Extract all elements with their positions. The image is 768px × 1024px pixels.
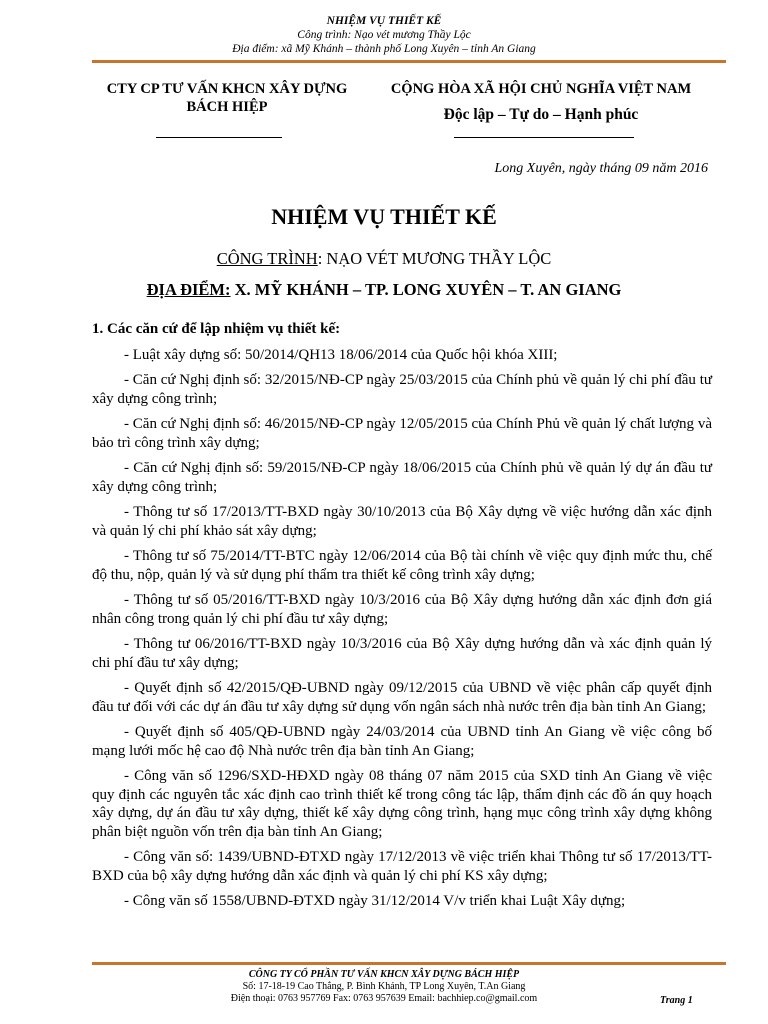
list-item: - Thông tư số 05/2016/TT-BXD ngày 10/3/2016 của Bộ Xây dựng hướng dẫn xác định đơn giá nhân công trong quản lý chi phí đầu tư xây dựng; xyxy=(92,592,712,627)
location-line xyxy=(0,280,768,300)
running-header xyxy=(0,14,768,56)
document-title: NHIỆM VỤ THIẾT KẾ xyxy=(271,204,497,229)
national-motto: Độc lập – Tự do – Hạnh phúc xyxy=(443,106,639,123)
header-rule xyxy=(92,60,726,63)
footer-address: Số: 17-18-19 Cao Thắng, P. Bình Khánh, TP Long Xuyên, T.An Giang xyxy=(242,981,526,992)
republic-block xyxy=(376,80,706,124)
project-label: CÔNG TRÌNH xyxy=(216,249,318,268)
page-number: Trang 1 xyxy=(660,995,693,1006)
list-item: - Căn cứ Nghị định số: 32/2015/NĐ-CP ngày 25/03/2015 của Chính phủ về quản lý chi phí đầu tư xây dựng công trình; xyxy=(92,372,712,407)
project-line xyxy=(0,249,768,269)
company-name-line2: BÁCH HIỆP xyxy=(186,99,268,115)
list-item: - Quyết định số 42/2015/QĐ-UBND ngày 09/12/2015 của UBND về việc phân cấp quyết định đầu tư đối với các dự án đầu tư xây dựng sử dụng vốn ngân sách nhà nước trên địa bàn tỉnh An Giang; xyxy=(92,680,712,715)
list-item: - Thông tư số 17/2013/TT-BXD ngày 30/10/2013 của Bộ Xây dựng về việc hướng dẫn xác định và quản lý chi phí khảo sát xây dựng; xyxy=(92,504,712,539)
republic-name: CỘNG HÒA XÃ HỘI CHỦ NGHĨA VIỆT NAM xyxy=(390,81,692,97)
page-footer xyxy=(0,969,768,1005)
footer-company: CÔNG TY CỔ PHẦN TƯ VẤN KHCN XÂY DỰNG BÁCH HIỆP xyxy=(248,969,520,980)
list-item: - Căn cứ Nghị định số: 59/2015/NĐ-CP ngày 18/06/2015 của Chính phủ về quản lý dự án đầu tư xây dựng công trình; xyxy=(92,460,712,495)
company-name-line1: CTY CP TƯ VẤN KHCN XÂY DỰNG xyxy=(106,81,348,97)
header-location: Địa điểm: xã Mỹ Khánh – thành phố Long Xuyên – tỉnh An Giang xyxy=(232,43,536,55)
list-item: - Thông tư số 75/2014/TT-BTC ngày 12/06/2014 của Bộ tài chính về việc quy định mức thu, chế độ thu, nộp, quản lý và sử dụng phí thẩm tra thiết kế công trình xây dựng; xyxy=(92,548,712,583)
list-item: - Căn cứ Nghị định số: 46/2015/NĐ-CP ngày 12/05/2015 của Chính Phủ về quản lý chất lượng và bảo trì công trình xây dựng; xyxy=(92,416,712,451)
location-label: ĐỊA ĐIỂM: xyxy=(146,280,231,299)
project-value: : NẠO VÉT MƯƠNG THẦY LỘC xyxy=(317,249,552,268)
company-block xyxy=(94,80,360,116)
section-heading: 1. Các căn cứ để lập nhiệm vụ thiết kế: xyxy=(92,321,341,337)
list-item: - Công văn số: 1439/UBND-ĐTXD ngày 17/12/2013 về việc triển khai Thông tư số 17/2013/TT-BXD của bộ xây dựng hướng dẫn xác định và quản lý chi phí KS xây dựng; xyxy=(92,849,712,884)
company-underline xyxy=(156,137,282,138)
location-value: X. MỸ KHÁNH – TP. LONG XUYÊN – T. AN GIANG xyxy=(230,280,622,299)
list-item: - Luật xây dựng số: 50/2014/QH13 18/06/2014 của Quốc hội khóa XIII; xyxy=(124,346,558,363)
document-body xyxy=(92,320,712,918)
list-item: - Quyết định số 405/QĐ-UBND ngày 24/03/2014 của UBND tỉnh An Giang về việc công bố mạng lưới mốc hệ cao độ Nhà nước trên địa bàn tỉnh An Giang; xyxy=(92,724,712,759)
list-item: - Công văn số 1296/SXD-HĐXD ngày 08 tháng 07 năm 2015 của SXD tỉnh An Giang về việc quy định các nguyên tắc xác định cao trình thiết kế trong công tác lập, thẩm định các đồ án quy hoạch xây dựng, dự án đầu tư xây dựng, thiết kế xây dựng công trình, hạng mục công trình xây dựng không phân biệt nguồn vốn trên địa bàn tỉnh An Giang; xyxy=(92,768,712,840)
date-line: Long Xuyên, ngày tháng 09 năm 2016 xyxy=(494,161,708,176)
header-title: NHIỆM VỤ THIẾT KẾ xyxy=(326,15,442,27)
list-item: - Công văn số 1558/UBND-ĐTXD ngày 31/12/2014 V/v triển khai Luật Xây dựng; xyxy=(124,893,626,909)
motto-underline xyxy=(454,137,634,138)
footer-rule xyxy=(92,962,726,965)
header-project: Công trình: Nạo vét mương Thầy Lộc xyxy=(297,29,471,41)
footer-contact: Điện thoại: 0763 957769 Fax: 0763 957639 Email: bachhiep.co@gmail.com xyxy=(230,993,538,1004)
list-item: - Thông tư 06/2016/TT-BXD ngày 10/3/2016 của Bộ Xây dựng hướng dẫn và xác định quản lý chi phí đầu tư xây dựng; xyxy=(92,636,712,671)
